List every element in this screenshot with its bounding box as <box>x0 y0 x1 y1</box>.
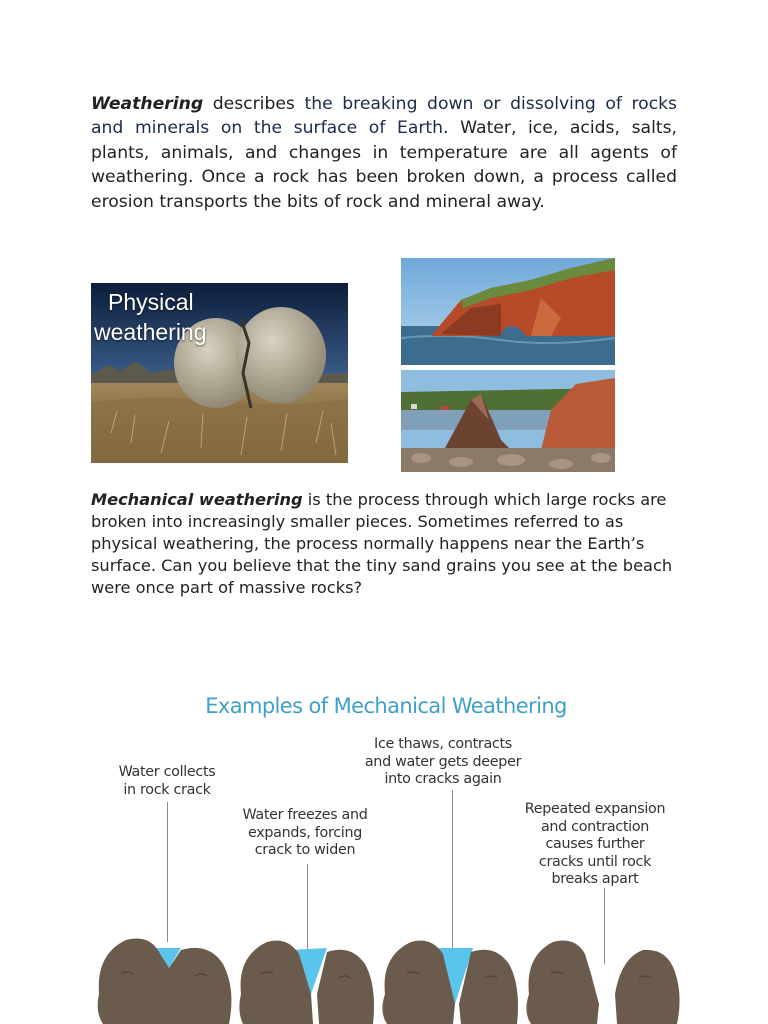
weathering-definition: the breaking down or dissolving of rocks and minerals on the surface of Earth <box>91 94 678 139</box>
sea-stack-photo <box>401 370 615 472</box>
stage-4-rock-left <box>526 941 599 1024</box>
rock-illustrations <box>91 934 681 1024</box>
mechanical-weathering-diagram <box>91 682 681 1024</box>
stage-2-rock-right <box>317 950 374 1024</box>
photo-label-line1: Physical <box>108 289 194 315</box>
stage-4-rock-right <box>615 950 680 1024</box>
stage-3-pointer <box>452 790 453 956</box>
mechanical-text: is the process through which large rocks are broken into increasingly smaller pieces. Sometimes referred to as physical weathering, the process normally happens near the Earth’s surface. Can you believe that the tiny sand grains you see at the beach were once part of massive rocks? <box>91 490 673 597</box>
photo-label-line2: weathering <box>94 319 207 345</box>
diagram-title: Examples of Mechanical Weathering <box>205 694 567 718</box>
mechanical-term: Mechanical weathering <box>91 490 303 509</box>
weathering-term: Weathering <box>91 94 204 114</box>
intro-rest: . Water, ice, acids, salts, plants, animals, and changes in temperature are all agents of weathering. Once a rock has been broken down, a process called erosion transports the bits of rock and mineral away. <box>91 118 677 212</box>
stage-3-caption: Ice thaws, contracts and water gets deeper into cracks again <box>364 736 522 788</box>
stage-1-caption: Water collects in rock crack <box>118 764 216 798</box>
physical-weathering-photo <box>91 283 348 463</box>
mechanical-paragraph <box>91 489 681 599</box>
intro-paragraph <box>91 92 677 214</box>
stage-2-caption: Water freezes and expands, forcing crack to widen <box>242 807 368 859</box>
stage-4-caption: Repeated expansion and contraction causes further cracks until rock breaks apart <box>524 801 666 888</box>
intro-definition-lead: describes <box>212 94 295 114</box>
coastal-arch-photo <box>401 258 615 365</box>
stage-1-pointer <box>167 802 168 942</box>
